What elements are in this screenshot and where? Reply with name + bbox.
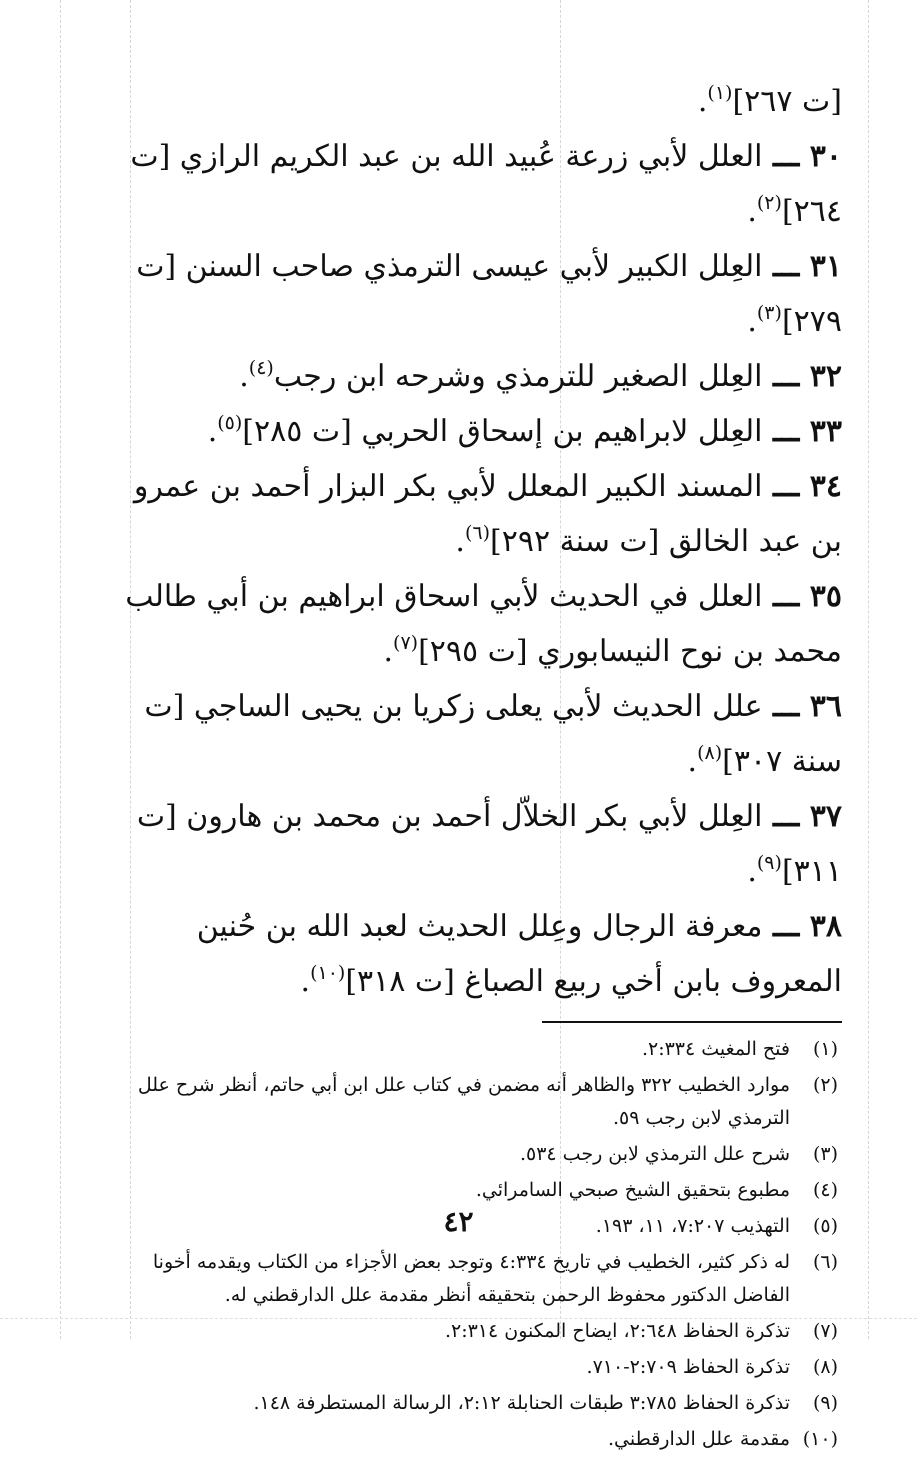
- footnote-number: (٢): [812, 1074, 838, 1096]
- footnote-number: (١٠): [802, 1428, 838, 1450]
- entry-text: معرفة الرجال وعِلل الحديث لعبد الله بن حُنين المعروف بابن أخي ربيع الصباغ [ت ٣١٨]: [196, 909, 842, 999]
- footnote: [120, 1387, 838, 1420]
- entry-number: ٣٤: [809, 469, 842, 504]
- entry-text: العِلل لابراهيم بن إسحاق الحربي [ت ٢٨٥]: [242, 414, 763, 449]
- entry-text: العِلل لأبي بكر الخلاّل أحمد بن محمد بن هارون [ت ٣١١]: [136, 799, 842, 889]
- footnote: [120, 1423, 838, 1456]
- entry-number: ٣٢: [809, 359, 842, 394]
- footnote-ref[interactable]: (٩): [756, 852, 782, 874]
- book-list: [120, 74, 842, 1009]
- footnote-text: له ذكر كثير، الخطيب في تاريخ ٤:٣٣٤ وتوجد بعض الأجزاء من الكتاب ويقدمه أخونا الفاضل الدكتور محفوظ الرحمن بتحقيقه أنظر مقدمة علل الدارقطني له.: [152, 1251, 790, 1306]
- list-item: [120, 459, 842, 569]
- entry-text: العلل لأبي زرعة عُبيد الله بن عبد الكريم الرازي [ت ٢٦٤]: [130, 139, 842, 229]
- footnote: [120, 1033, 838, 1066]
- entry-text: المسند الكبير المعلل لأبي بكر البزار أحمد بن عمرو بن عبد الخالق [ت سنة ٢٩٢]: [133, 469, 842, 559]
- footnote-ref[interactable]: (٤): [248, 357, 274, 379]
- footnote-text: موارد الخطيب ٣٢٢ والظاهر أنه مضمن في كتاب علل ابن أبي حاتم، أنظر شرح علل الترمذي لابن رجب ٥٩.: [137, 1074, 790, 1129]
- entry-number: ٣٦: [809, 689, 842, 724]
- entry-dash: ـــ: [762, 139, 810, 174]
- entry-number: ٣١: [809, 249, 842, 284]
- entry-text: العِلل الصغير للترمذي وشرحه ابن رجب: [273, 359, 763, 394]
- footnote-text: مقدمة علل الدارقطني.: [608, 1428, 790, 1450]
- footnote-ref[interactable]: (٢): [756, 192, 782, 214]
- entry-text: علل الحديث لأبي يعلى زكريا بن يحيى الساجي [ت سنة ٣٠٧]: [144, 689, 842, 779]
- entry-dash: ـــ: [762, 414, 810, 449]
- scan-guide-line: [868, 0, 869, 1339]
- footnote-ref[interactable]: (١٠): [310, 962, 346, 984]
- footnotes: [120, 1033, 842, 1456]
- footnote-text: التهذيب ٧:٢٠٧، ١١، ١٩٣.: [595, 1215, 790, 1237]
- entry-dash: ـــ: [762, 909, 810, 944]
- entry-number: ٣٣: [809, 414, 842, 449]
- footnote-ref[interactable]: (٥): [217, 412, 243, 434]
- entry-period: .: [747, 854, 757, 889]
- footnote-number: (٥): [812, 1215, 838, 1237]
- entry-period: .: [207, 414, 218, 449]
- list-item: [120, 789, 842, 899]
- footnote-ref[interactable]: (٨): [697, 742, 723, 764]
- footnote-number: (٩): [812, 1392, 838, 1414]
- entry-period: .: [697, 84, 708, 119]
- footnote-ref[interactable]: (٦): [464, 522, 490, 544]
- entry-period: .: [300, 964, 311, 999]
- entry-dash: ـــ: [762, 359, 810, 394]
- footnote-text: فتح المغيث ٢:٣٣٤.: [641, 1038, 790, 1060]
- footnote: [120, 1069, 838, 1135]
- entry-dash: ـــ: [762, 689, 810, 724]
- list-item: [120, 899, 842, 1009]
- footnote-number: (٨): [812, 1356, 838, 1378]
- footnote-text: شرح علل الترمذي لابن رجب ٥٣٤.: [519, 1143, 790, 1165]
- footnote: [120, 1315, 838, 1348]
- page-number: ٤٢: [443, 1205, 474, 1238]
- entry-number: ٣٨: [809, 909, 842, 944]
- entry-period: .: [687, 744, 698, 779]
- footnote-number: (١): [812, 1038, 838, 1060]
- entry-period: .: [455, 524, 465, 559]
- entry-text: العِلل الكبير لأبي عيسى الترمذي صاحب السنن [ت ٢٧٩]: [136, 249, 842, 339]
- footnote-text: مطبوع بتحقيق الشيخ صبحي السامرائي.: [475, 1179, 790, 1201]
- entry-text: العلل في الحديث لأبي اسحاق ابراهيم بن أبي طالب محمد بن نوح النيسابوري [ت ٢٩٥]: [125, 579, 842, 669]
- entry-number: ٣٧: [809, 799, 842, 834]
- list-item: [120, 569, 842, 679]
- list-item: [120, 349, 842, 404]
- entry-number: ٣٠: [809, 139, 842, 174]
- footnote-text: تذكرة الحفاظ ٢:٦٤٨، ايضاح المكنون ٢:٣١٤.: [444, 1320, 790, 1342]
- page-content: [120, 74, 842, 1459]
- list-item: [120, 129, 842, 239]
- list-item: [120, 239, 842, 349]
- footnote-separator: [542, 1021, 842, 1023]
- footnote: [120, 1246, 838, 1312]
- entry-period: .: [383, 634, 394, 669]
- footnote-number: (٧): [812, 1320, 838, 1342]
- entry-period: .: [747, 304, 757, 339]
- entry-period: .: [747, 194, 757, 229]
- entry-dash: ـــ: [762, 469, 810, 504]
- entry-period: .: [239, 359, 249, 394]
- footnote-text: تذكرة الحفاظ ٣:٧٨٥ طبقات الحنابلة ٢:١٢، الرسالة المستطرفة ١٤٨.: [253, 1392, 790, 1414]
- footnote-number: (٤): [812, 1179, 838, 1201]
- entry-dash: ـــ: [762, 799, 810, 834]
- entry-dash: ـــ: [762, 249, 810, 284]
- list-item: [120, 74, 842, 129]
- footnote: [120, 1174, 838, 1207]
- list-item: [120, 404, 842, 459]
- entry-number: ٣٥: [809, 579, 842, 614]
- footnote-ref[interactable]: (٣): [756, 302, 782, 324]
- list-item: [120, 679, 842, 789]
- footnote: [120, 1138, 838, 1171]
- footnote-number: (٣): [812, 1143, 838, 1165]
- footnote-text: تذكرة الحفاظ ٢:٧٠٩-٧١٠.: [586, 1356, 790, 1378]
- footnote-ref[interactable]: (٧): [393, 632, 419, 654]
- footnote-ref[interactable]: (١): [707, 82, 733, 104]
- entry-dash: ـــ: [762, 579, 810, 614]
- footnote-number: (٦): [812, 1251, 838, 1273]
- footnote: [120, 1351, 838, 1384]
- scan-guide-line: [60, 0, 61, 1339]
- entry-text: [ت ٢٦٧]: [732, 84, 842, 119]
